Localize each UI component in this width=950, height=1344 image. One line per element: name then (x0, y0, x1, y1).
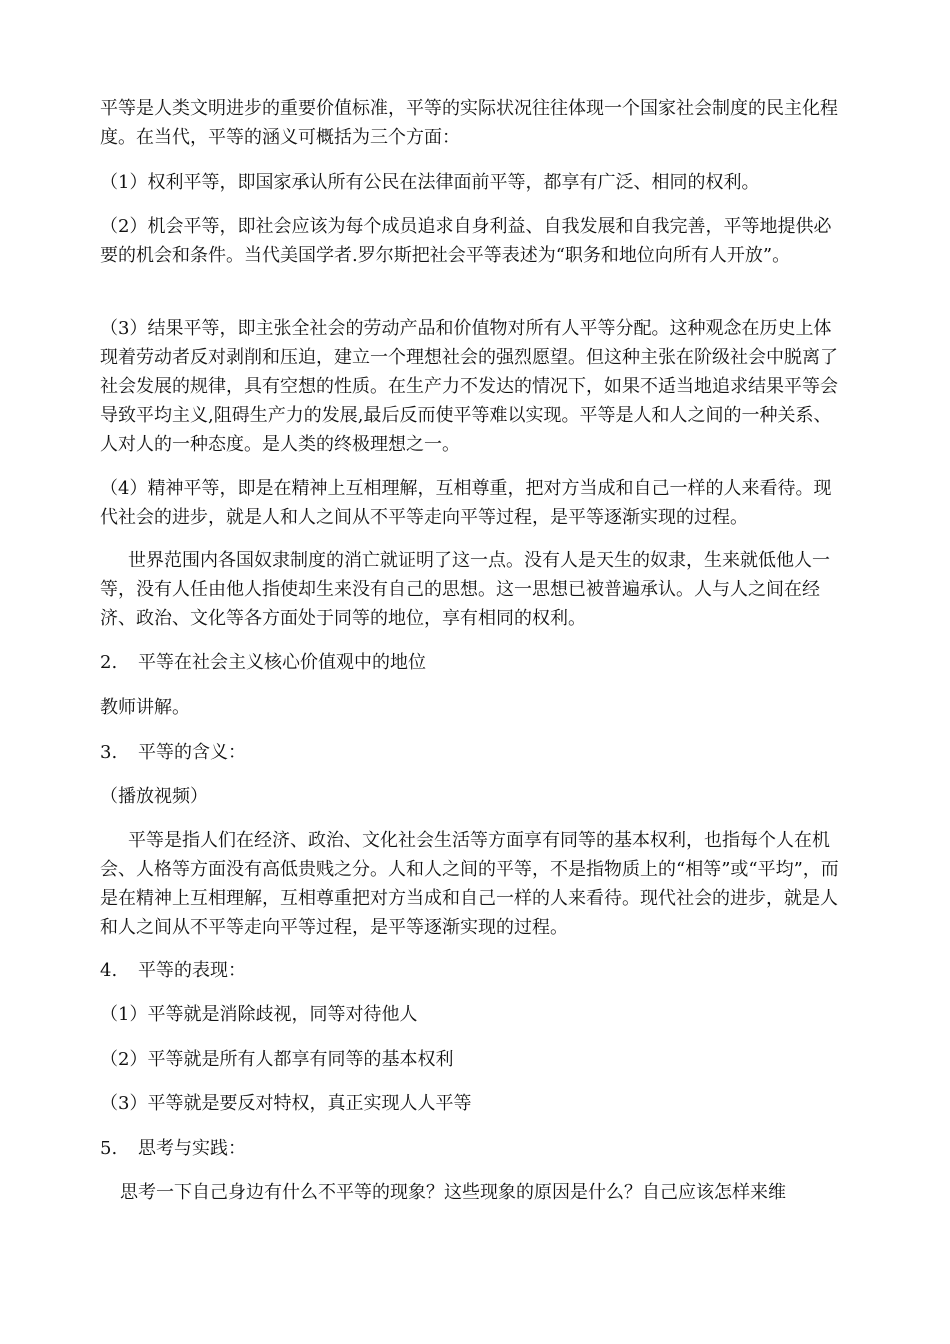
rights-equality-paragraph: （1）权利平等，即国家承认所有公民在法律面前平等，都享有广泛、相同的权利。 (100, 172, 760, 193)
list-number: 5. (100, 1138, 118, 1159)
list-text: 平等的表现： (138, 960, 246, 981)
result-equality-paragraph: （3）结果平等，即主张全社会的劳动产品和价值物对所有人平等分配。这种观念在历史上体现着劳动者反对剥削和压迫，建立一个理想社会的强烈愿望。但这种主张在阶级社会中脱离了社会发展的规律，具有空想的性质。在生产力不发达的情况下，如果不适当地追求结果平等会导致平均主义,阻碍生产力的发展,最后反而使平等难以实现。平等是人和人之间的一种关系、人对人的一种态度。是人类的终极理想之一。 (100, 318, 838, 455)
list-item-5 (100, 1134, 845, 1163)
list-item-2 (100, 648, 845, 677)
slavery-paragraph: 世界范围内各国奴隶制度的消亡就证明了这一点。没有人是天生的奴隶，生来就低他人一等，没有人任由他人指使却生来没有自己的思想。这一思想已被普遍承认。人与人之间在经济、政治、文化等各方面处于同等的地位，享有相同的权利。 (100, 550, 830, 629)
intro-paragraph: 平等是人类文明进步的重要价值标准，平等的实际状况往往体现一个国家社会制度的民主化程度。在当代，平等的涵义可概括为三个方面： (100, 98, 838, 148)
list-number: 3. (100, 742, 118, 763)
list-text: 思考与实践： (138, 1138, 246, 1159)
manifestation-3: （3）平等就是要反对特权，真正实现人人平等 (100, 1093, 472, 1114)
opportunity-equality-paragraph: （2）机会平等，即社会应该为每个成员追求自身利益、自我发展和自我完善，平等地提供必要的机会和条件。当代美国学者.罗尔斯把社会平等表述为“职务和地位向所有人开放”。 (100, 216, 832, 266)
video-note: （播放视频） (100, 786, 208, 807)
list-item-3 (100, 738, 845, 767)
list-number: 2. (100, 652, 118, 673)
practice-paragraph: 思考一下自己身边有什么不平等的现象？这些现象的原因是什么？自己应该怎样来维 (120, 1182, 786, 1203)
list-text: 平等的含义： (138, 742, 246, 763)
list-text: 平等在社会主义核心价值观中的地位 (138, 652, 426, 673)
teacher-note: 教师讲解。 (100, 697, 190, 718)
manifestation-2: （2）平等就是所有人都享有同等的基本权利 (100, 1049, 454, 1070)
spiritual-equality-paragraph: （4）精神平等，即是在精神上互相理解，互相尊重，把对方当成和自己一样的人来看待。现代社会的进步，就是人和人之间从不平等走向平等过程，是平等逐渐实现的过程。 (100, 478, 832, 528)
list-number: 4. (100, 960, 118, 981)
meaning-paragraph: 平等是指人们在经济、政治、文化社会生活等方面享有同等的基本权利，也指每个人在机会、人格等方面没有高低贵贱之分。人和人之间的平等，不是指物质上的“相等”或“平均”，而是在精神上互相理解，互相尊重把对方当成和自己一样的人来看待。现代社会的进步，就是人和人之间从不平等走向平等过程，是平等逐渐实现的过程。 (100, 830, 839, 938)
list-item-4 (100, 956, 845, 985)
manifestation-1: （1）平等就是消除歧视，同等对待他人 (100, 1004, 418, 1025)
